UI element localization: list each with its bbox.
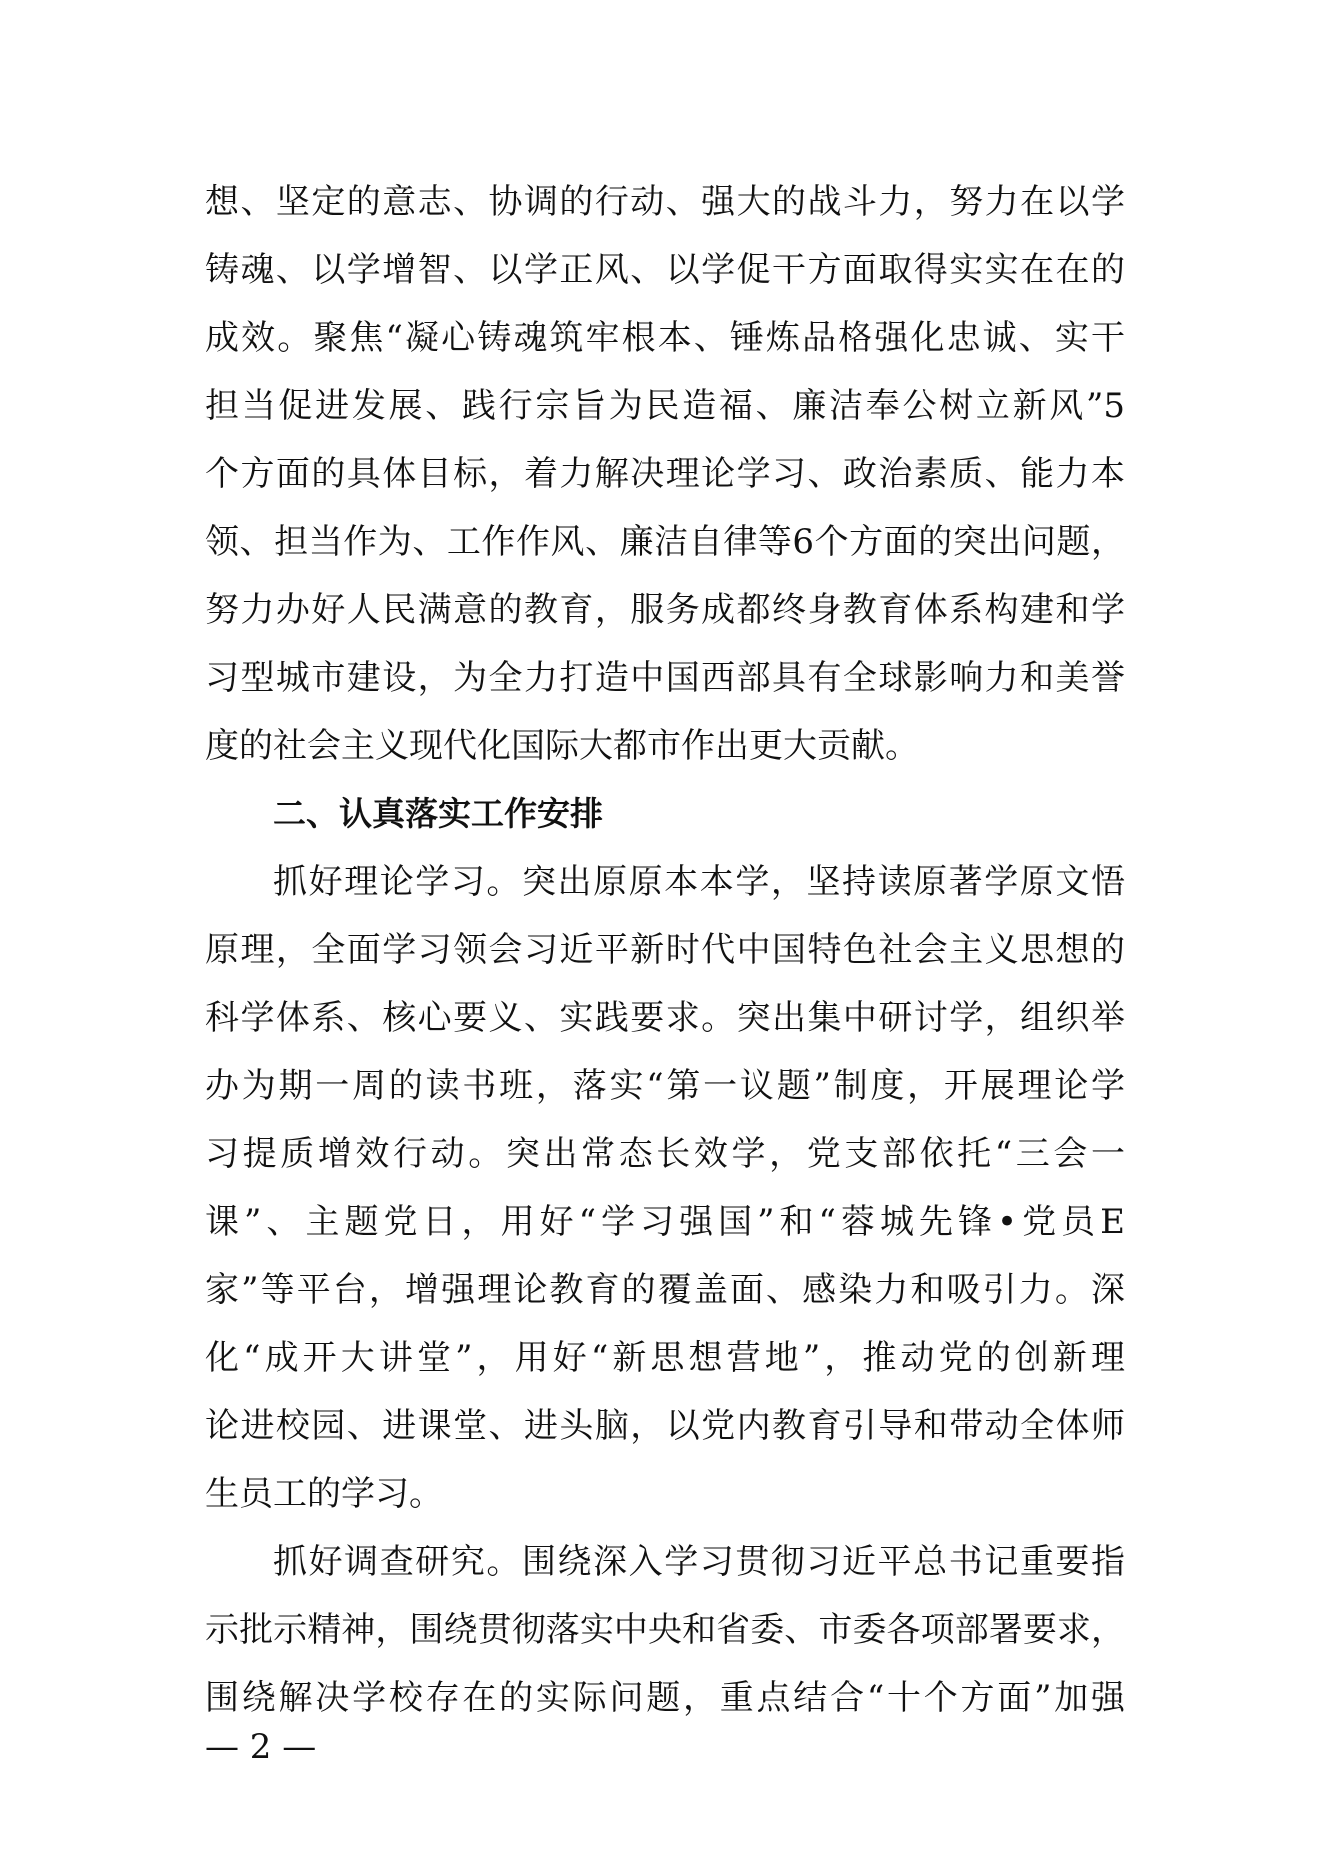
text-line: 家”等平台，增强理论教育的覆盖面、感染力和吸引力。深: [205, 1270, 1125, 1310]
text-line: 想、坚定的意志、协调的行动、强大的战斗力，努力在以学: [205, 182, 1125, 222]
paragraph-1: [205, 168, 1125, 780]
text-line: 习提质增效行动。突出常态长效学，党支部依托“三会一: [205, 1134, 1125, 1174]
text-line: 论进校园、进课堂、进头脑，以党内教育引导和带动全体师: [205, 1406, 1125, 1446]
text-line: 个方面的具体目标，着力解决理论学习、政治素质、能力本: [205, 454, 1125, 494]
text-line: 担当促进发展、践行宗旨为民造福、廉洁奉公树立新风”5: [205, 386, 1125, 426]
page-number: — 2 —: [205, 1727, 317, 1767]
text-line: 成效。聚焦“凝心铸魂筑牢根本、锤炼品格强化忠诚、实干: [205, 318, 1125, 358]
text-line: 原理，全面学习领会习近平新时代中国特色社会主义思想的: [205, 930, 1125, 970]
text-line: 生员工的学习。: [205, 1474, 443, 1514]
text-line: 度的社会主义现代化国际大都市作出更大贡献。: [205, 726, 919, 766]
document-body: [205, 168, 1125, 1732]
paragraph-2: [205, 848, 1125, 1528]
text-line: 抓好调查研究。围绕深入学习贯彻习近平总书记重要指: [273, 1542, 1125, 1582]
text-line: 科学体系、核心要义、实践要求。突出集中研讨学，组织举: [205, 998, 1125, 1038]
section-heading: 二、认真落实工作安排: [273, 794, 603, 833]
text-line: 办为期一周的读书班，落实“第一议题”制度，开展理论学: [205, 1066, 1125, 1106]
text-line: 课”、主题党日，用好“学习强国”和“蓉城先锋•党员E: [205, 1202, 1125, 1242]
text-line: 努力办好人民满意的教育，服务成都终身教育体系构建和学: [205, 590, 1125, 630]
text-line: 铸魂、以学增智、以学正风、以学促干方面取得实实在在的: [205, 250, 1125, 290]
text-line: 抓好理论学习。突出原原本本学，坚持读原著学原文悟: [273, 862, 1125, 902]
text-line: 习型城市建设，为全力打造中国西部具有全球影响力和美誉: [205, 658, 1125, 698]
text-line: 围绕解决学校存在的实际问题，重点结合“十个方面”加强: [205, 1678, 1125, 1718]
text-line: 化“成开大讲堂”，用好“新思想营地”，推动党的创新理: [205, 1338, 1125, 1378]
text-line: 示批示精神，围绕贯彻落实中央和省委、市委各项部署要求，: [205, 1610, 1125, 1650]
text-line: 领、担当作为、工作作风、廉洁自律等6个方面的突出问题，: [205, 522, 1125, 562]
paragraph-3: [205, 1528, 1125, 1732]
